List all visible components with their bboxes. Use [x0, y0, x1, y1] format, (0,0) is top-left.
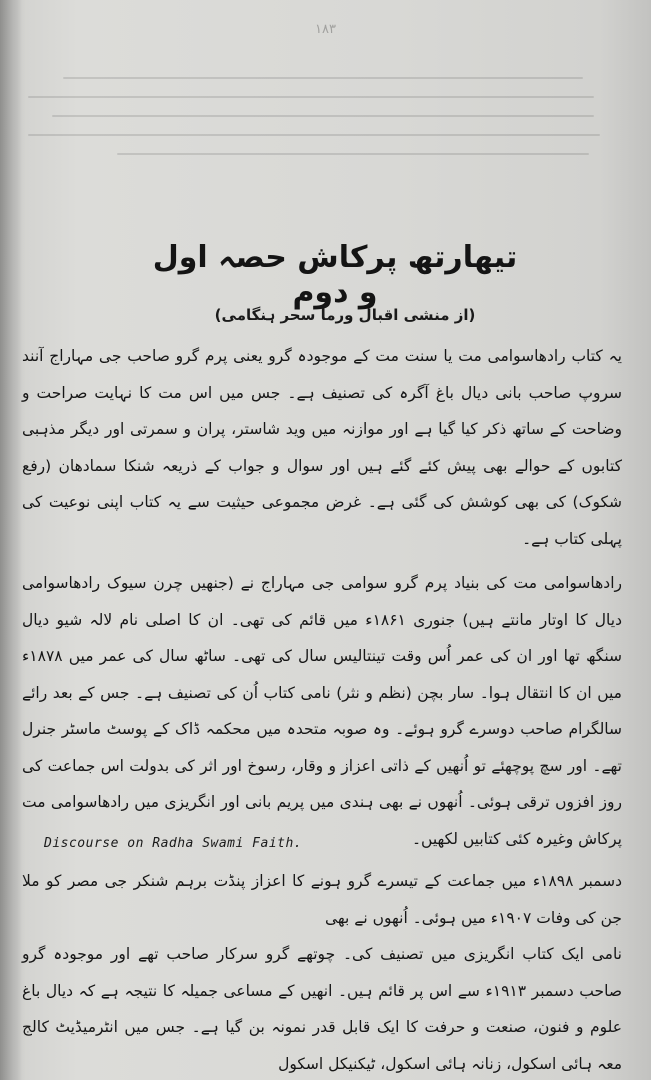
- page-title: تیھارتھ پرکاش حصہ اول و دوم: [152, 240, 518, 310]
- paragraph: نامی ایک کتاب انگریزی میں تصنیف کی۔ چوتھے گرو سرکار صاحب تھے اور موجودہ گرو صاحب دسمبر ۱۹۱۳ء سے اس پر قائم ہیں۔ انھیں کے مساعی جمیلہ کا نتیجہ ہے کہ دیال باغ علوم و فنون، صنعت و حرفت کا ایک قابل قدر نمونہ بن گیا ہے۔ جس میں انٹرمیڈیٹ کالج معہ ہائی اسکول، زنانہ ہائی اسکول، ٹیکنیکل اسکول: [22, 945, 622, 1073]
- binding-shadow: [0, 0, 22, 1080]
- page-number: ۱۸۳: [315, 22, 336, 37]
- paragraph: یہ کتاب رادھاسوامی مت یا سنت مت کے موجودہ گرو یعنی پرم گرو صاحب جی مہاراج آنند سروپ صاحب بانی دیال باغ آگرہ کی تصنیف ہے۔ جس میں اس مت کا نہایت صراحت و وضاحت کے ساتھ ذکر کیا گیا ہے اور موازنہ میں وید شاستر، پران و سمرتی اور دیگر مذہبی کتابوں کے حوالے بھی پیش کئے گئے ہیں اور سوال و جواب کے ذریعہ شنکا سمادھان (رفع شکوک) کی بھی کوشش کی گئی ہے۔ غرض مجموعی حیثیت سے یہ کتاب اپنی نوعیت کی پہلی کتاب ہے۔: [22, 347, 622, 548]
- bleed-through-text: [28, 60, 618, 225]
- article-body: [22, 338, 622, 1080]
- paragraph: رادھاسوامی مت کی بنیاد پرم گرو سوامی جی مہاراج نے (جنھیں چرن سیوک رادھاسوامی دیال کا اوتار مانتے ہیں) جنوری ۱۸۶۱ء میں قائم کی تھی۔ ان کا اصلی نام لالہ شیو دیال سنگھ تھا اور ان کی عمر اُس وقت تینتالیس سال کی تھی۔ ساٹھ سال کی عمر میں ۱۸۷۸ء میں ان کا انتقال ہوا۔ سار بچن (نظم و نثر) نامی کتاب اُن کی تصنیف ہے۔ جس کے بعد رائے سالگرام صاحب دوسرے گرو ہوئے۔ وہ صوبہ متحدہ میں محکمہ ڈاک کے پوسٹ ماسٹر جنرل تھے۔ اور سچ پوچھئے تو اُنھیں کے ذاتی اعزاز و وقار، رسوخ اور اثر کی بدولت اس جماعت کی روز افزوں ترقی ہوئی۔ اُنھوں نے بھی ہندی میں پریم بانی اور انگریزی میں رادھاسوامی مت پرکاش وغیرہ کئی کتابیں لکھیں۔: [22, 574, 622, 848]
- author-byline: (از منشی اقبال ورما سحر ہنگامی): [214, 306, 476, 324]
- paragraph: دسمبر ۱۸۹۸ء میں جماعت کے تیسرے گرو ہونے کا اعزاز پنڈت برہم شنکر جی مصر کو ملا جن کی وفات ۱۹۰۷ء میں ہوئی۔ اُنھوں نے بھی: [22, 872, 622, 927]
- english-book-title: Discourse on Radha Swami Faith.: [44, 836, 303, 851]
